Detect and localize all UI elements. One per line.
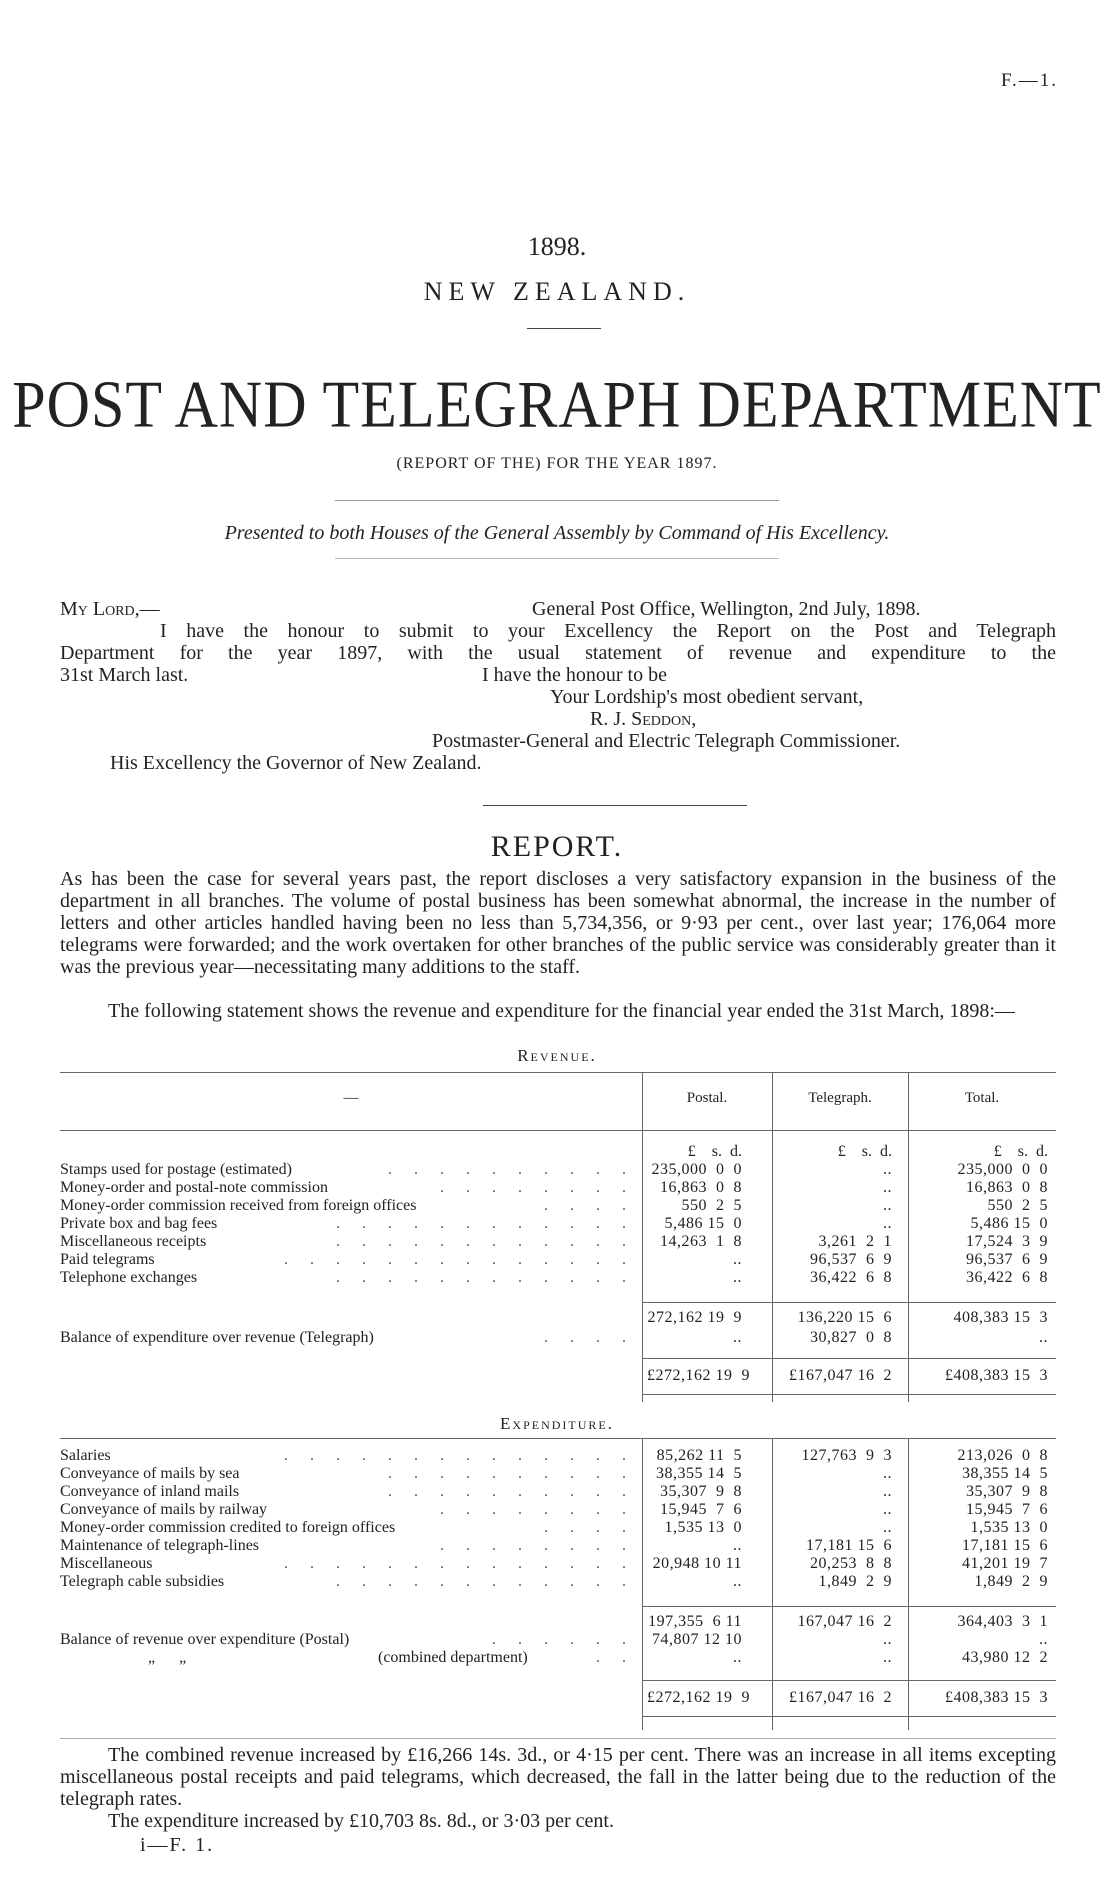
total-value: 1,849 2 9 bbox=[974, 1573, 1048, 1590]
balance-row: . . . . . . Balance of revenue over expenditure (Postal) 74,807 12 10 .. .. bbox=[60, 1631, 1048, 1648]
table-rule bbox=[642, 1394, 1056, 1395]
table-row: . . . . . . . . . . . . Private box and bag fees 5,486 15 0 .. 5,486 15 0 bbox=[60, 1215, 1048, 1232]
postal-value: 38,355 14 5 bbox=[656, 1465, 742, 1482]
table-row: . . . . . . . . Maintenance of telegraph-lines .. 17,181 15 6 17,181 15 6 bbox=[60, 1537, 1048, 1554]
stub-header: — bbox=[343, 1090, 359, 1106]
table-row: . . . . . . . . . . . . Telegraph cable subsidies .. 1,849 2 9 1,849 2 9 bbox=[60, 1573, 1048, 1590]
postal-value: 5,486 15 0 bbox=[664, 1215, 742, 1232]
row-label: Miscellaneous receipts bbox=[60, 1232, 212, 1252]
telegraph-value: .. bbox=[883, 1631, 892, 1648]
total-value: £408,383 15 3 bbox=[945, 1689, 1048, 1706]
divider bbox=[483, 805, 747, 806]
telegraph-value: £167,047 16 2 bbox=[789, 1689, 892, 1706]
row-label: Balance of expenditure over revenue (Telegraph) bbox=[60, 1328, 380, 1348]
postal-value: .. bbox=[733, 1537, 742, 1554]
table-row: . . . . Money-order commission received from foreign offices 550 2 5 .. 550 2 5 bbox=[60, 1197, 1048, 1214]
column-header-telegraph: Telegraph. bbox=[808, 1090, 872, 1106]
telegraph-value: 167,047 16 2 bbox=[797, 1613, 892, 1630]
total-value: 35,307 9 8 bbox=[966, 1483, 1048, 1500]
table-row: . . . . . . . . . . . . . . Paid telegrams .. 96,537 6 9 96,537 6 9 bbox=[60, 1251, 1048, 1268]
total-value: 235,000 0 0 bbox=[957, 1161, 1048, 1178]
signature-mark: i—F. 1. bbox=[140, 1834, 215, 1856]
postal-value: 235,000 0 0 bbox=[651, 1161, 742, 1178]
row-label: Salaries bbox=[60, 1446, 117, 1466]
table-rule bbox=[60, 1130, 1056, 1131]
total-value: 15,945 7 6 bbox=[966, 1501, 1048, 1518]
report-paragraph: As has been the case for several years past, the report discloses a very satisfactory expansion in the business of the department in all branches. The volume of postal business has been somewhat abnormal, the increase in the number of letters and other articles handled having been no less than 5,734,356, or 9·93 per cent., over last year; 176,064 more telegrams were forwarded; and the work overtaken for other branches of the public service was considerably greater than it was the previous year—necessitating many additions to the staff. bbox=[60, 868, 1056, 978]
telegraph-value: .. bbox=[883, 1649, 892, 1666]
telegraph-value: 96,537 6 9 bbox=[810, 1251, 892, 1268]
row-label: Balance of revenue over expenditure (Postal) bbox=[60, 1630, 355, 1650]
letter-salutation: My Lord,— bbox=[60, 598, 160, 620]
report-paragraph: The combined revenue increased by £16,266 14s. 3d., or 4·15 per cent. There was an increase in all items excepting miscellaneous postal receipts and paid telegrams, which decreased, the fall in the latter being due to the reduction of the telegraph rates. bbox=[60, 1744, 1056, 1810]
table-rule bbox=[60, 1072, 1056, 1073]
letter-signer-title: Postmaster-General and Electric Telegraph Commissioner. bbox=[432, 730, 901, 752]
letter-body-line: 31st March last. bbox=[60, 664, 189, 686]
telegraph-value: 127,763 9 3 bbox=[801, 1447, 892, 1464]
column-header-total: Total. bbox=[964, 1090, 1000, 1106]
row-label: Telegraph cable subsidies bbox=[60, 1572, 230, 1592]
telegraph-value: 17,181 15 6 bbox=[806, 1537, 892, 1554]
telegraph-value: 3,261 2 1 bbox=[818, 1233, 892, 1250]
table-row: . . . . . . . . Conveyance of mails by railway 15,945 7 6 .. 15,945 7 6 bbox=[60, 1501, 1048, 1518]
letter-addressee: His Excellency the Governor of New Zealand. bbox=[110, 752, 482, 774]
report-paragraph: The expenditure increased by £10,703 8s. 8d., or 3·03 per cent. bbox=[108, 1810, 614, 1832]
report-heading: REPORT. bbox=[490, 830, 624, 863]
table-row: . . . . . . . . . . Stamps used for postage (estimated) 235,000 0 0 .. 235,000 0 0 bbox=[60, 1161, 1048, 1178]
total-value: 17,181 15 6 bbox=[962, 1537, 1048, 1554]
telegraph-value: .. bbox=[883, 1179, 892, 1196]
row-label: (combined department) bbox=[378, 1648, 534, 1668]
telegraph-value: .. bbox=[883, 1197, 892, 1214]
divider bbox=[335, 558, 779, 559]
table-rule bbox=[642, 1302, 1056, 1303]
table-rule bbox=[642, 1358, 1056, 1359]
row-label: Money-order commission received from foreign offices bbox=[60, 1196, 422, 1216]
table-row: . . . . . . . . . . . . Telephone exchanges .. 36,422 6 8 36,422 6 8 bbox=[60, 1269, 1048, 1286]
row-label: Conveyance of mails by railway bbox=[60, 1500, 273, 1520]
postal-value: .. bbox=[733, 1649, 742, 1666]
row-label: Conveyance of inland mails bbox=[60, 1482, 245, 1502]
total-value: 38,355 14 5 bbox=[962, 1465, 1048, 1482]
row-label: Miscellaneous bbox=[60, 1554, 158, 1574]
telegraph-value: .. bbox=[883, 1465, 892, 1482]
units-label: £ s. d. bbox=[837, 1143, 892, 1160]
table-row: . . . . . . . . . . . . . . Salaries 85,262 11 5 127,763 9 3 213,026 0 8 bbox=[60, 1447, 1048, 1464]
presented-line: Presented to both Houses of the General Assembly by Command of His Excellency. bbox=[224, 522, 890, 544]
postal-value: 20,948 10 11 bbox=[652, 1555, 742, 1572]
letter-closing: I have the honour to be bbox=[482, 664, 667, 686]
telegraph-value: .. bbox=[883, 1483, 892, 1500]
row-label: Money-order commission credited to foreign offices bbox=[60, 1518, 401, 1538]
table-rule bbox=[60, 1438, 1056, 1439]
postal-value: 550 2 5 bbox=[681, 1197, 742, 1214]
row-label: Private box and bag fees bbox=[60, 1214, 223, 1234]
table-rule bbox=[642, 1716, 1056, 1717]
expenditure-heading: Expenditure. bbox=[500, 1414, 614, 1433]
subtotal-row bbox=[60, 1612, 1056, 1632]
expenditure-table bbox=[60, 1438, 1056, 1730]
table-rule bbox=[642, 1680, 1056, 1681]
letter-body-line: Department for the year 1897, with the usual statement of revenue and expenditure to the bbox=[60, 642, 1056, 664]
total-value: .. bbox=[1039, 1631, 1048, 1648]
postal-value: £272,162 19 9 bbox=[647, 1689, 750, 1706]
document-year: 1898. bbox=[527, 232, 587, 261]
telegraph-value: .. bbox=[883, 1215, 892, 1232]
row-label: Money-order and postal-note commission bbox=[60, 1178, 334, 1198]
divider bbox=[60, 1738, 1056, 1739]
telegraph-value: 136,220 15 6 bbox=[797, 1309, 892, 1326]
telegraph-value: 1,849 2 9 bbox=[818, 1573, 892, 1590]
grand-total-row bbox=[60, 1366, 1056, 1386]
units-label: £ s. d. bbox=[687, 1143, 742, 1160]
row-label: Stamps used for postage (estimated) bbox=[60, 1160, 298, 1180]
postal-value: .. bbox=[733, 1269, 742, 1286]
table-row: . . . . . . . . . . . . . . Miscellaneous 20,948 10 11 20,253 8 8 41,201 19 7 bbox=[60, 1555, 1048, 1572]
grand-total-row bbox=[60, 1688, 1056, 1708]
total-value: 16,863 0 8 bbox=[966, 1179, 1048, 1196]
row-label: Conveyance of mails by sea bbox=[60, 1464, 246, 1484]
balance-row: . . . . Balance of expenditure over revenue (Telegraph) .. 30,827 0 8 .. bbox=[60, 1329, 1048, 1346]
letter-closing: Your Lordship's most obedient servant, bbox=[550, 686, 864, 708]
postal-value: 272,162 19 9 bbox=[647, 1309, 742, 1326]
telegraph-value: .. bbox=[883, 1519, 892, 1536]
telegraph-value: £167,047 16 2 bbox=[789, 1367, 892, 1384]
postal-value: 16,863 0 8 bbox=[660, 1179, 742, 1196]
column-header-postal: Postal. bbox=[686, 1090, 728, 1106]
divider bbox=[527, 328, 601, 329]
letter-signature: R. J. Seddon, bbox=[590, 708, 697, 730]
postal-value: .. bbox=[733, 1251, 742, 1268]
total-value: £408,383 15 3 bbox=[945, 1367, 1048, 1384]
telegraph-value: .. bbox=[883, 1501, 892, 1518]
total-value: 550 2 5 bbox=[987, 1197, 1048, 1214]
total-value: 36,422 6 8 bbox=[966, 1269, 1048, 1286]
telegraph-value: 36,422 6 8 bbox=[810, 1269, 892, 1286]
total-value: 96,537 6 9 bbox=[966, 1251, 1048, 1268]
row-label: Maintenance of telegraph-lines bbox=[60, 1536, 265, 1556]
letter-body-line: I have the honour to submit to your Excellency the Report on the Post and Telegraph bbox=[160, 620, 1056, 642]
postal-value: 197,355 6 11 bbox=[648, 1613, 742, 1630]
postal-value: .. bbox=[733, 1329, 742, 1346]
page-title: POST AND TELEGRAPH DEPARTMENT bbox=[12, 366, 1102, 441]
report-paragraph: The following statement shows the revenue and expenditure for the financial year ended the 31st March, 1898:— bbox=[108, 1000, 1015, 1022]
postal-value: 35,307 9 8 bbox=[660, 1483, 742, 1500]
telegraph-value: 20,253 8 8 bbox=[810, 1555, 892, 1572]
page-identifier: F.—1. bbox=[1000, 70, 1058, 91]
table-rule bbox=[642, 1606, 1056, 1607]
table-row: . . . . . . . . Money-order and postal-note commission 16,863 0 8 .. 16,863 0 8 bbox=[60, 1179, 1048, 1196]
total-value: 213,026 0 8 bbox=[957, 1447, 1048, 1464]
ditto-marks: „ „ bbox=[148, 1649, 187, 1666]
total-value: 17,524 3 9 bbox=[966, 1233, 1048, 1250]
postal-value: 85,262 11 5 bbox=[656, 1447, 742, 1464]
table-row: . . . . . . . . . . Conveyance of inland mails 35,307 9 8 .. 35,307 9 8 bbox=[60, 1483, 1048, 1500]
total-value: 41,201 19 7 bbox=[962, 1555, 1048, 1572]
revenue-table bbox=[60, 1072, 1056, 1402]
total-value: .. bbox=[1039, 1329, 1048, 1346]
row-label: Telephone exchanges bbox=[60, 1268, 203, 1288]
telegraph-value: .. bbox=[883, 1161, 892, 1178]
total-value: 5,486 15 0 bbox=[970, 1215, 1048, 1232]
units-row bbox=[60, 1142, 1056, 1162]
total-value: 43,980 12 2 bbox=[962, 1649, 1048, 1666]
postal-value: 15,945 7 6 bbox=[660, 1501, 742, 1518]
table-row: . . . . . . . . . . Conveyance of mails by sea 38,355 14 5 .. 38,355 14 5 bbox=[60, 1465, 1048, 1482]
country-heading: NEW ZEALAND. bbox=[423, 277, 691, 306]
table-row: . . . . . . . . . . . . Miscellaneous receipts 14,263 1 8 3,261 2 1 17,524 3 9 bbox=[60, 1233, 1048, 1250]
row-label: Paid telegrams bbox=[60, 1250, 161, 1270]
postal-value: £272,162 19 9 bbox=[647, 1367, 750, 1384]
total-value: 408,383 15 3 bbox=[953, 1309, 1048, 1326]
revenue-heading: Revenue. bbox=[517, 1046, 597, 1065]
units-label: £ s. d. bbox=[993, 1143, 1048, 1160]
postal-value: 74,807 12 10 bbox=[652, 1631, 742, 1648]
total-value: 364,403 3 1 bbox=[957, 1613, 1048, 1630]
divider bbox=[335, 500, 779, 501]
postal-value: 14,263 1 8 bbox=[660, 1233, 742, 1250]
postal-value: .. bbox=[733, 1573, 742, 1590]
letter-address: General Post Office, Wellington, 2nd July, 1898. bbox=[532, 598, 921, 620]
page-subtitle: (REPORT OF THE) FOR THE YEAR 1897. bbox=[396, 455, 718, 472]
postal-value: 1,535 13 0 bbox=[664, 1519, 742, 1536]
balance-row: . . „ „ (combined department) .. .. 43,980 12 2 bbox=[148, 1649, 1048, 1666]
table-row: . . . . Money-order commission credited to foreign offices 1,535 13 0 .. 1,535 13 0 bbox=[60, 1519, 1048, 1536]
subtotal-row bbox=[60, 1308, 1056, 1328]
telegraph-value: 30,827 0 8 bbox=[810, 1329, 892, 1346]
total-value: 1,535 13 0 bbox=[970, 1519, 1048, 1536]
